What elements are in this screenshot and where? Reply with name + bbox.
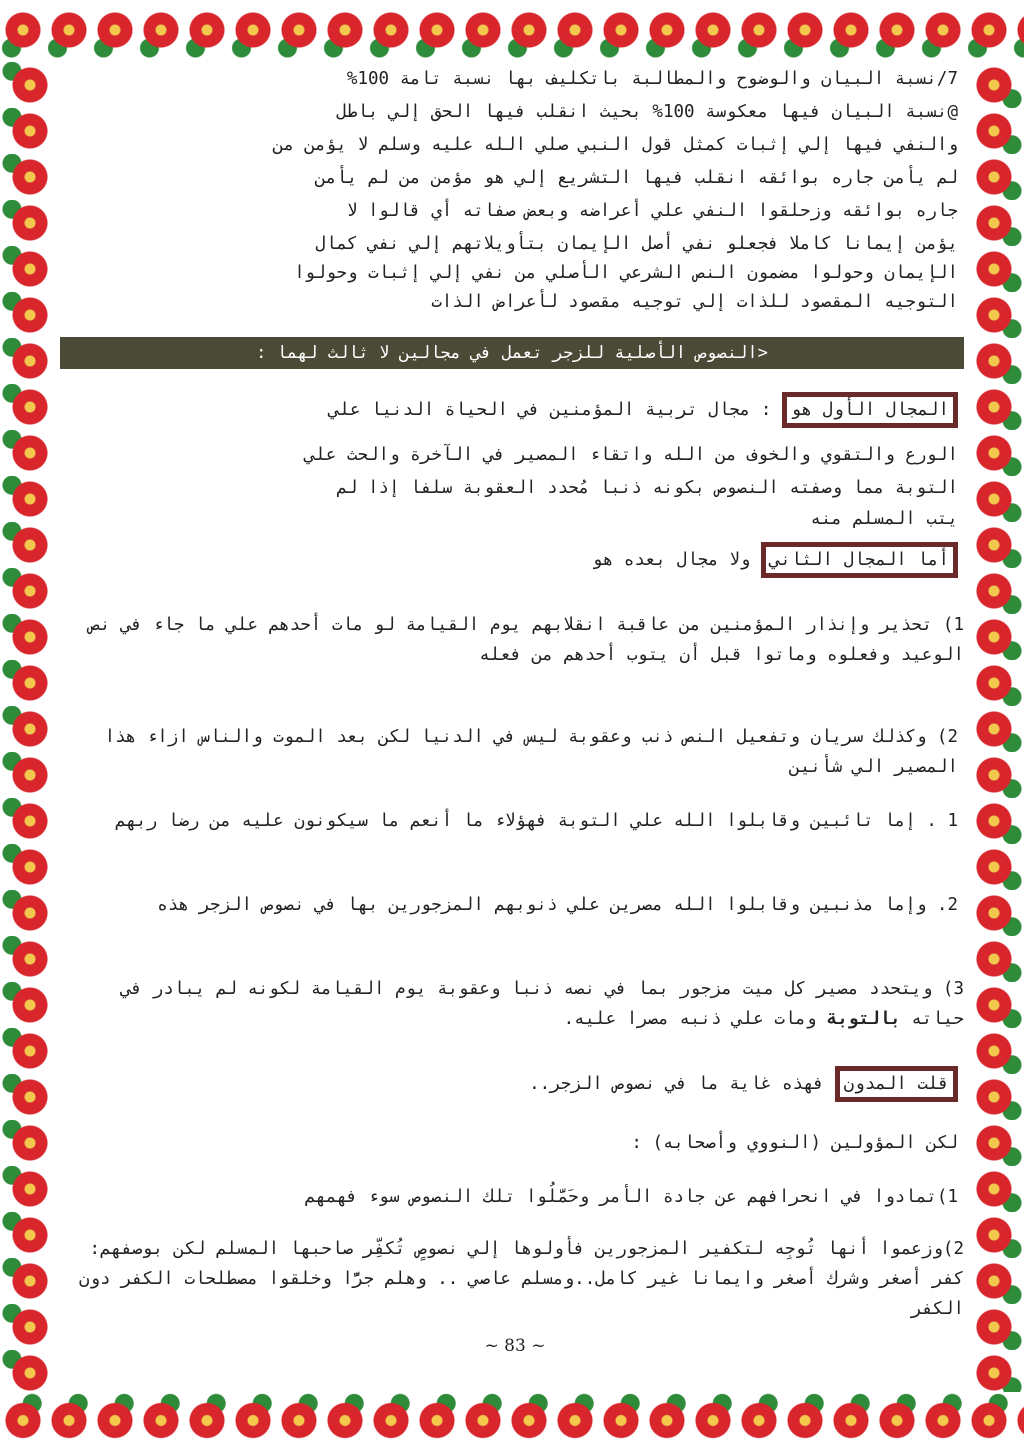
field-two-text: ولا مجال بعده هو: [592, 550, 751, 570]
field-two-line: [72, 542, 958, 578]
blogger-text: فهذه غاية ما في نصوص الزجر..: [529, 1074, 825, 1094]
sub-item-1: 1 . إما تائبين وقابلوا الله علي التوبة فهؤلاء ما أنعم ما سيكونون عليه من رضا ربهم: [115, 811, 958, 831]
sub-item-2: 2. وإما مذنبين وقابلوا الله مصرين علي ذنوبهم المزجورين بها في نصوص الزجر هذه: [157, 895, 958, 915]
intro-line: 7/نسبة البيان والوضوح والمطالبة باتكليف بها نسبة تامة 100%: [346, 69, 958, 89]
page-content: [66, 64, 964, 1390]
list-item-3-tail: ومات علي ذنبه مصرا عليه.: [563, 1009, 817, 1029]
paragraph-2: 2)وزعموا أنها تُوجِه لتكفير المزجورين فأولوها إلي نصوصٍ تُكفِّر صاحبها المسلم لكن بوصفهم: كفر أصغر وشرك أصغر وايمانا غير كامل..ومسلم عاصي .. وهلم جرًّا وخلقوا مصطلحات الكفر دون الكفر: [78, 1239, 964, 1319]
decorative-border-right: [964, 62, 1024, 1392]
field-one-text: : مجال تربية المؤمنين في الحياة الدنيا علي: [328, 400, 772, 420]
intro-line: جاره بوائقه وزحلقوا النفي علي أعراضه وبعض صفاته أي قالوا لا: [346, 201, 958, 221]
field-one-label: المجال الأول هو: [782, 392, 958, 428]
field-two-label: أما المجال الثاني: [761, 542, 958, 578]
decorative-border-bottom: [0, 1392, 1024, 1449]
section-heading: <النصوص الأصلية للزجر تعمل في مجالين لا ثالث لهما :: [60, 337, 964, 369]
intro-line: التوجيه المقصود للذات إلي توجيه مقصود لأعراض الذات: [431, 292, 958, 312]
page-number: ~ 83 ~: [484, 1336, 546, 1356]
decorative-border-left: [0, 62, 60, 1392]
but-line: لكن المؤولين (النووي وأصحابه) :: [631, 1133, 958, 1153]
intro-line: يؤمن إيمانا كاملا فجعلو نفي أصل الإيمان بتأويلاتهم إلي نفي كمال: [315, 234, 958, 254]
intro-line: الإيمان وحولوا مضمون النص الشرعي الأصلي من نفي إلي إثبات وحولوا: [294, 263, 958, 283]
blogger-label: قلت المدون: [835, 1066, 958, 1102]
field-one-line: يتب المسلم منه: [810, 509, 958, 529]
list-item-3-text: 3) ويتحدد مصير كل ميت مزجور بما في نصه ذنبا وعقوبة يوم القيامة لكونه لم يبادر في حياته: [121, 979, 964, 1029]
field-one-line: التوبة مما وصفته النصوص بكونه ذنبا مُحدد العقوبة سلفا إذا لم: [336, 478, 958, 498]
list-item-3: [72, 974, 964, 1034]
intro-line: لم يأمن جاره بوائقه انقلب فيها التشريع إلي هو مؤمن من لم يأمن: [315, 168, 958, 188]
list-item-2: 2) وكذلك سريان وتفعيل النص ذنب وعقوبة ليس في الدنيا لكن بعد الموت والناس ازاء هذا المصير الي شأنين: [104, 727, 958, 777]
paragraph-1: 1)تمادوا في انحرافهم عن جادة الأمر وحَمَّلُوا تلك النصوص سوء فهمهم: [304, 1187, 958, 1207]
field-one-line: [72, 392, 958, 428]
blogger-line: [72, 1066, 958, 1102]
list-item-1: 1) تحذير وإنذار المؤمنين من عاقبة انقلابهم يوم القيامة لو مات أحدهم علي ما جاء في نص الوعيد وفعلوه وماتوا قبل أن يتوب أحدهم من فعله: [89, 615, 964, 665]
intro-line: والنفي فيها إلي إثبات كمثل قول النبي صلي الله عليه وسلم لا يؤمن من: [273, 135, 958, 155]
list-item-3-bold: بالتوبة: [827, 1009, 901, 1029]
intro-line: @نسبة البيان فيها معكوسة 100% بحيث انقلب فيها الحق إلي باطل: [336, 102, 958, 122]
field-one-line: الورع والتقوي والخوف من الله واتقاء المصير في الآخرة والحث علي: [304, 445, 958, 465]
decorative-border-top: [0, 0, 1024, 62]
